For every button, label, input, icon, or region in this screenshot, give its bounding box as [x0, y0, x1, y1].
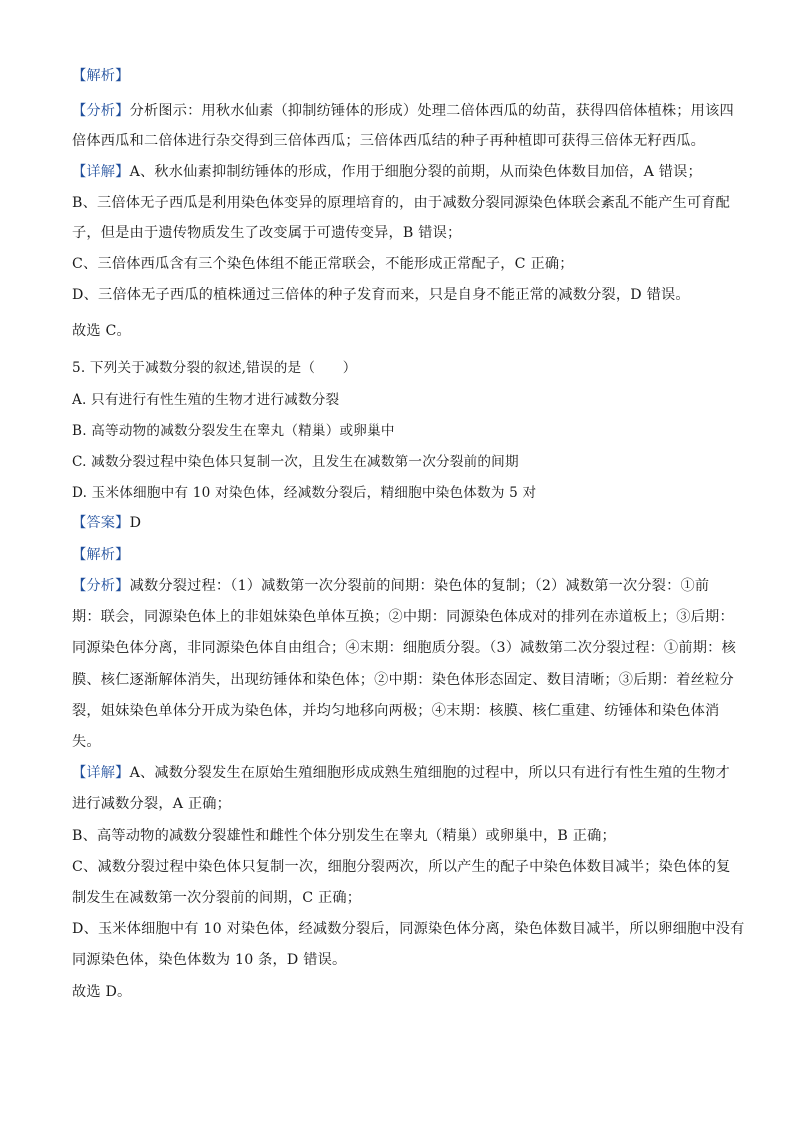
- option-c: C. 减数分裂过程中染色体只复制一次，且发生在减数第一次分裂前的间期: [72, 454, 519, 470]
- fenxi-line: [72, 101, 732, 121]
- fenxi-line: 失。: [72, 734, 101, 750]
- xiangjie-tag: 【详解】: [72, 765, 130, 781]
- xiangjie-line: 同源染色体，染色体数为 10 条，D 错误。: [72, 952, 347, 968]
- option-a: A. 只有进行有性生殖的生物才进行减数分裂: [72, 392, 340, 408]
- question-stem: 5. 下列关于减数分裂的叙述,错误的是（ ）: [72, 360, 357, 376]
- fenxi-tag: 【分析】: [72, 578, 130, 594]
- xiangjie-line: D、三倍体无子西瓜的植株通过三倍体的种子发育而来，只是自身不能正常的减数分裂，D 错误。: [72, 287, 690, 303]
- xiangjie-line: 进行减数分裂，A 正确；: [72, 796, 232, 812]
- analysis-heading: 【解析】: [72, 547, 130, 563]
- xiangjie-line: C、三倍体西瓜含有三个染色体组不能正常联会，不能形成正常配子，C 正确；: [72, 256, 574, 272]
- xiangjie-tag: 【详解】: [72, 164, 130, 180]
- xiangjie-text: A、减数分裂发生在原始生殖细胞形成成熟生殖细胞的过程中，所以只有进行有性生殖的生物才: [129, 765, 730, 781]
- fenxi-line: 同源染色体分离，非同源染色体自由组合；④末期：细胞质分裂。（3）减数第二次分裂过程：①前期：核: [72, 640, 736, 656]
- xiangjie-line: B、三倍体无子西瓜是利用染色体变异的原理培育的，由于减数分裂同源染色体联会紊乱不能产生可育配: [72, 195, 731, 211]
- conclusion: 故选 D。: [72, 984, 132, 1000]
- answer-tag: 【答案】: [72, 515, 130, 531]
- answer-value: D: [129, 515, 142, 531]
- fenxi-line: [72, 576, 732, 596]
- xiangjie-line: B、高等动物的减数分裂雄性和雌性个体分别发生在睾丸（精巢）或卵巢中，B 正确；: [72, 828, 616, 844]
- xiangjie-line: [72, 162, 732, 182]
- xiangjie-line: [72, 763, 732, 783]
- xiangjie-line: 子，但是由于遗传物质发生了改变属于可遗传变异，B 错误；: [72, 225, 462, 241]
- xiangjie-line: D、玉米体细胞中有 10 对染色体，经减数分裂后，同源染色体分离，染色体数目减半，所以卵细胞中没有: [72, 921, 745, 937]
- fenxi-line: 裂，姐妹染色单体分开成为染色体，并均匀地移向两极；④末期：核膜、核仁重建、纺锤体和染色体消: [72, 703, 720, 719]
- fenxi-tag: 【分析】: [72, 103, 130, 119]
- fenxi-text: 减数分裂过程：（1）减数第一次分裂前的间期：染色体的复制；（2）减数第一次分裂：①前: [129, 578, 710, 594]
- conclusion: 故选 C。: [72, 323, 131, 339]
- fenxi-text: 分析图示：用秋水仙素（抑制纺锤体的形成）处理二倍体西瓜的幼苗，获得四倍体植株；用该四: [129, 103, 734, 119]
- xiangjie-line: 制发生在减数第一次分裂前的间期，C 正确；: [72, 890, 362, 906]
- fenxi-line: 期：联会，同源染色体上的非姐妹染色单体互换；②中期：同源染色体成对的排列在赤道板上；③后期：: [72, 609, 734, 625]
- analysis-heading: 【解析】: [72, 68, 130, 84]
- xiangjie-text: A、秋水仙素抑制纺锤体的形成，作用于细胞分裂的前期，从而染色体数目加倍，A 错误；: [129, 164, 702, 180]
- answer-line: [72, 513, 732, 533]
- xiangjie-line: C、减数分裂过程中染色体只复制一次，细胞分裂两次，所以产生的配子中染色体数目减半；染色体的复: [72, 859, 731, 875]
- fenxi-line: 膜、核仁逐渐解体消失，出现纺锤体和染色体；②中期：染色体形态固定、数目清晰；③后期：着丝粒分: [72, 672, 734, 688]
- option-b: B. 高等动物的减数分裂发生在睾丸（精巢）或卵巢中: [72, 423, 395, 439]
- fenxi-line: 倍体西瓜和二倍体进行杂交得到三倍体西瓜；三倍体西瓜结的种子再种植即可获得三倍体无籽西瓜。: [72, 133, 706, 149]
- option-d: D. 玉米体细胞中有 10 对染色体，经减数分裂后，精细胞中染色体数为 5 对: [72, 485, 537, 501]
